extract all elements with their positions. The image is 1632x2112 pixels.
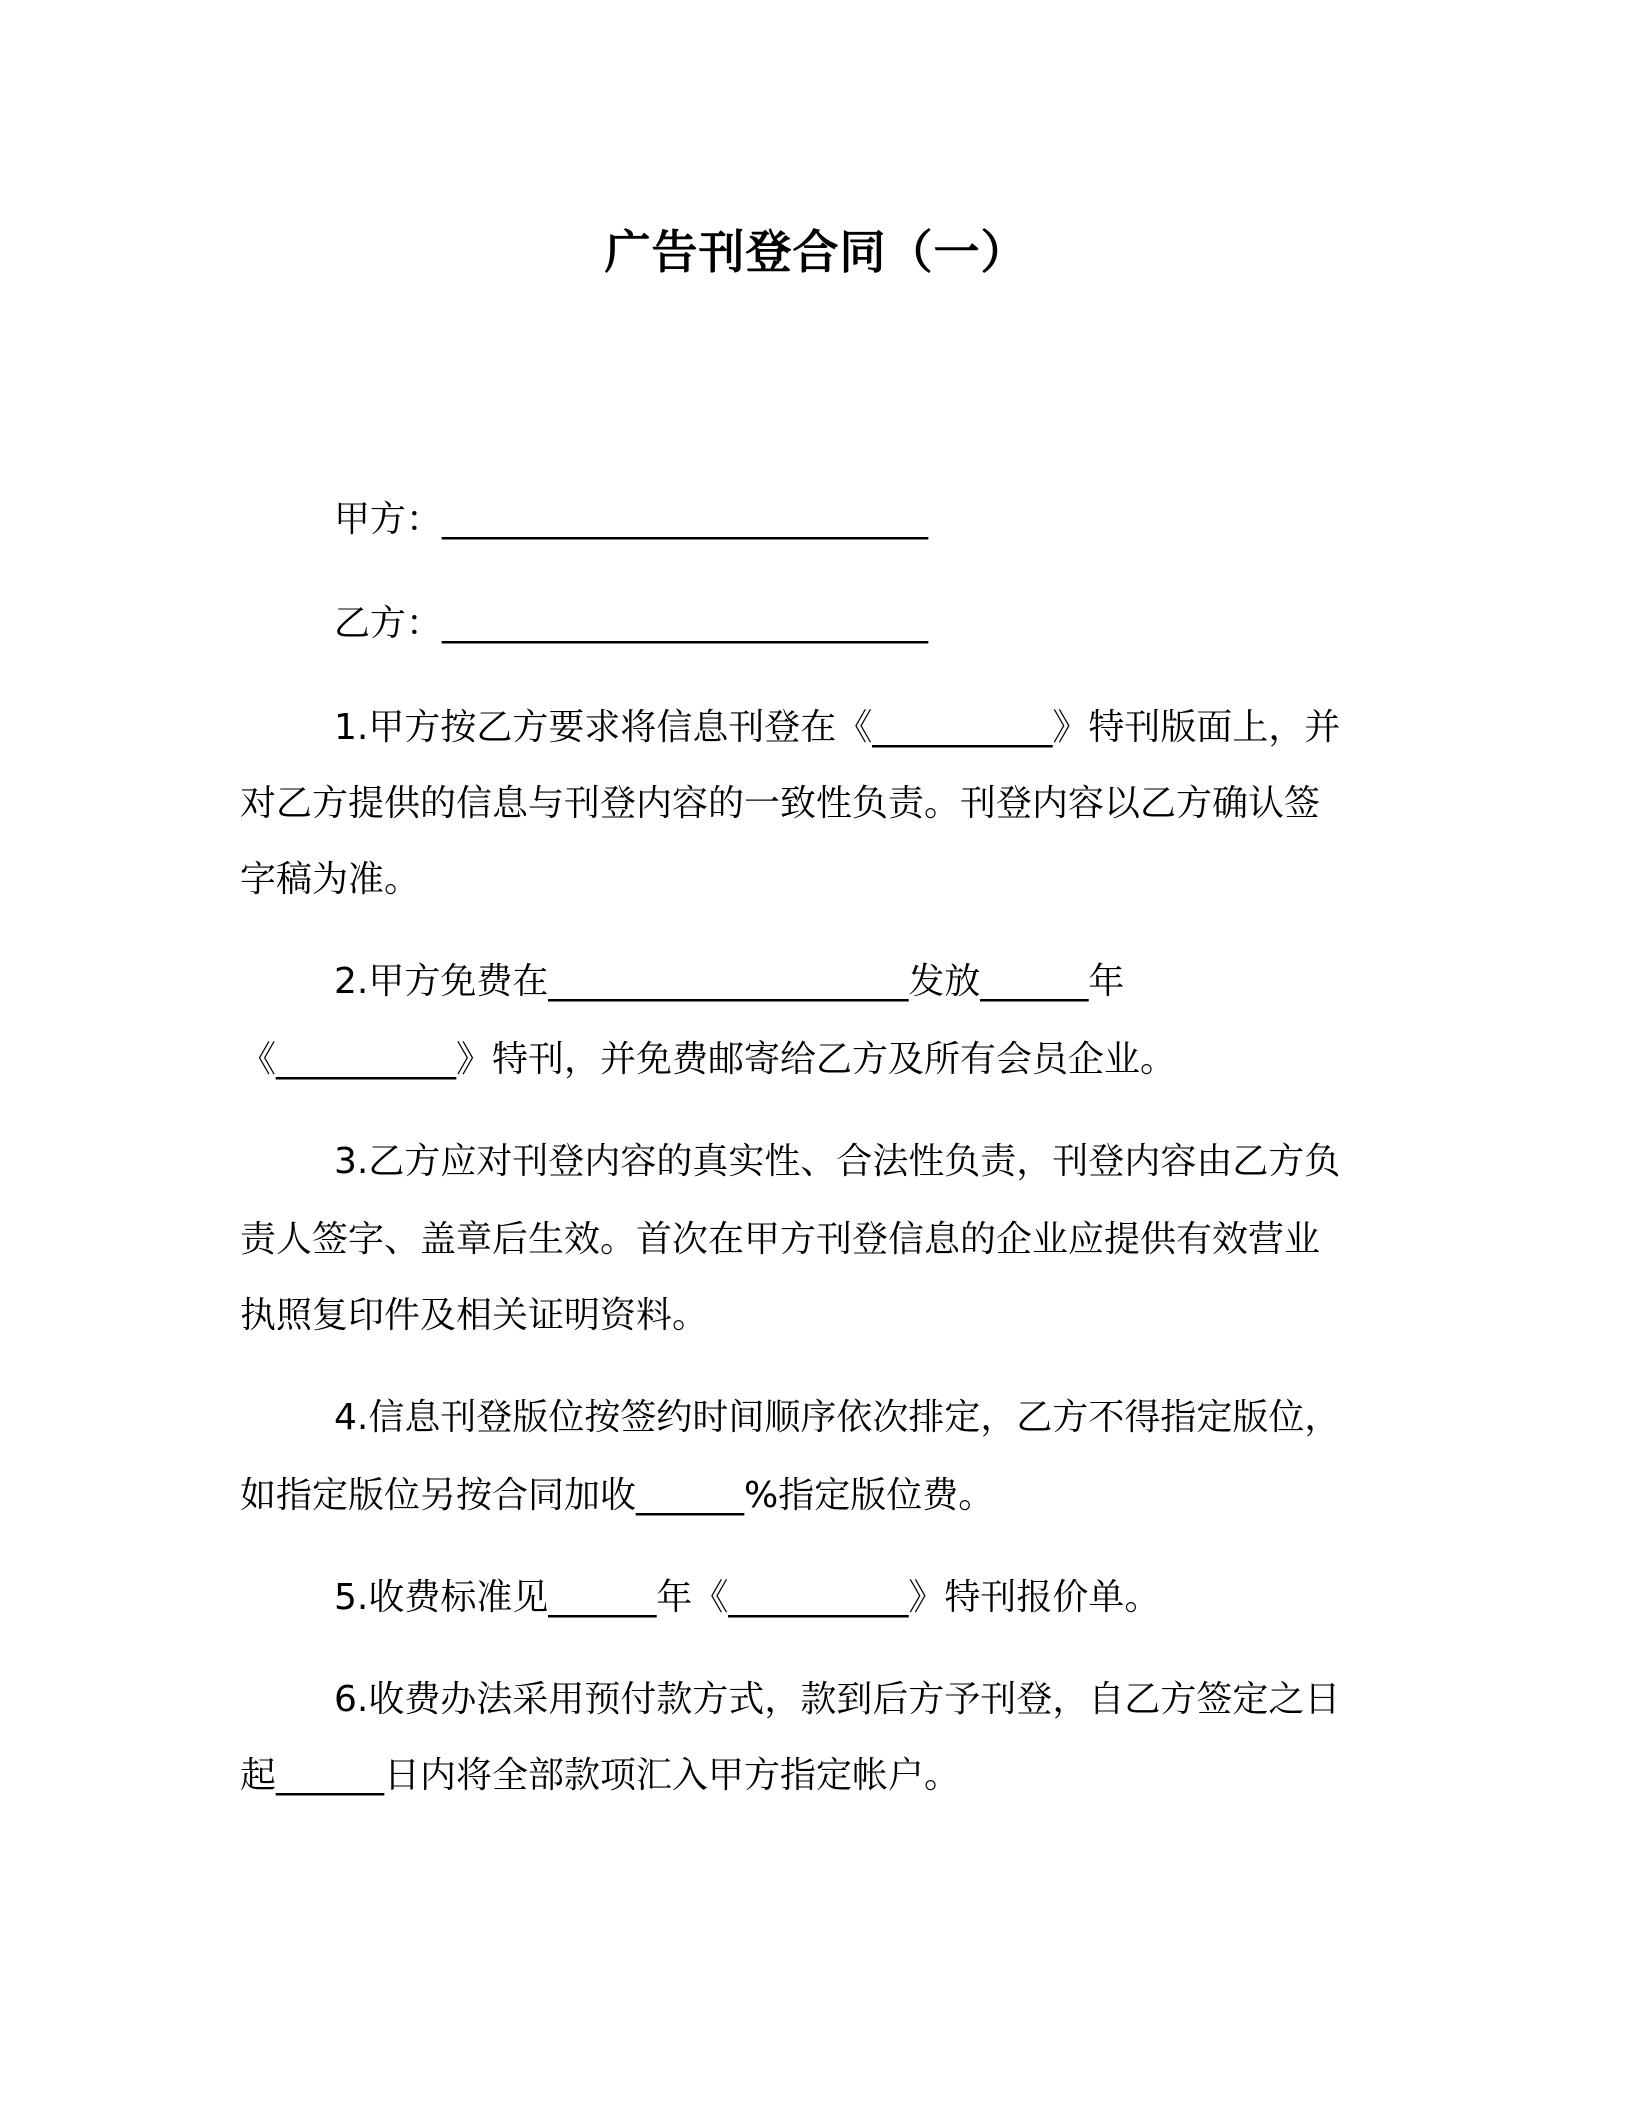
clause-3-line-2: 责人签字、盖章后生效。首次在甲方刊登信息的企业应提供有效营业 bbox=[240, 1219, 1321, 1260]
clause-5-line-1: 5.收费标准见______年《__________》特刊报价单。 bbox=[334, 1577, 1161, 1618]
clause-6-line-1: 6.收费办法采用预付款方式，款到后方予刊登，自乙方签定之日 bbox=[334, 1679, 1341, 1720]
clause-2-line-2: 《__________》特刊，并免费邮寄给乙方及所有会员企业。 bbox=[240, 1039, 1177, 1080]
party-b-line: 乙方：___________________________ bbox=[334, 603, 929, 644]
clause-6-line-2: 起______日内将全部款项汇入甲方指定帐户。 bbox=[240, 1755, 961, 1796]
clause-2-line-1: 2.甲方免费在____________________发放______年 bbox=[334, 961, 1125, 1002]
document-title: 广告刊登合同（一） bbox=[604, 225, 1028, 279]
clause-4-line-1: 4.信息刊登版位按签约时间顺序依次排定，乙方不得指定版位， bbox=[334, 1397, 1341, 1438]
clause-3-line-1: 3.乙方应对刊登内容的真实性、合法性负责，刊登内容由乙方负 bbox=[334, 1141, 1341, 1182]
clause-3-line-3: 执照复印件及相关证明资料。 bbox=[240, 1295, 709, 1336]
clause-1-line-2: 对乙方提供的信息与刊登内容的一致性负责。刊登内容以乙方确认签 bbox=[240, 783, 1321, 824]
party-a-line: 甲方：___________________________ bbox=[334, 499, 929, 540]
clause-1-line-3: 字稿为准。 bbox=[240, 859, 421, 900]
clause-4-line-2: 如指定版位另按合同加收______%指定版位费。 bbox=[240, 1475, 995, 1516]
clause-1-line-1: 1.甲方按乙方要求将信息刊登在《__________》特刊版面上，并 bbox=[334, 707, 1341, 748]
